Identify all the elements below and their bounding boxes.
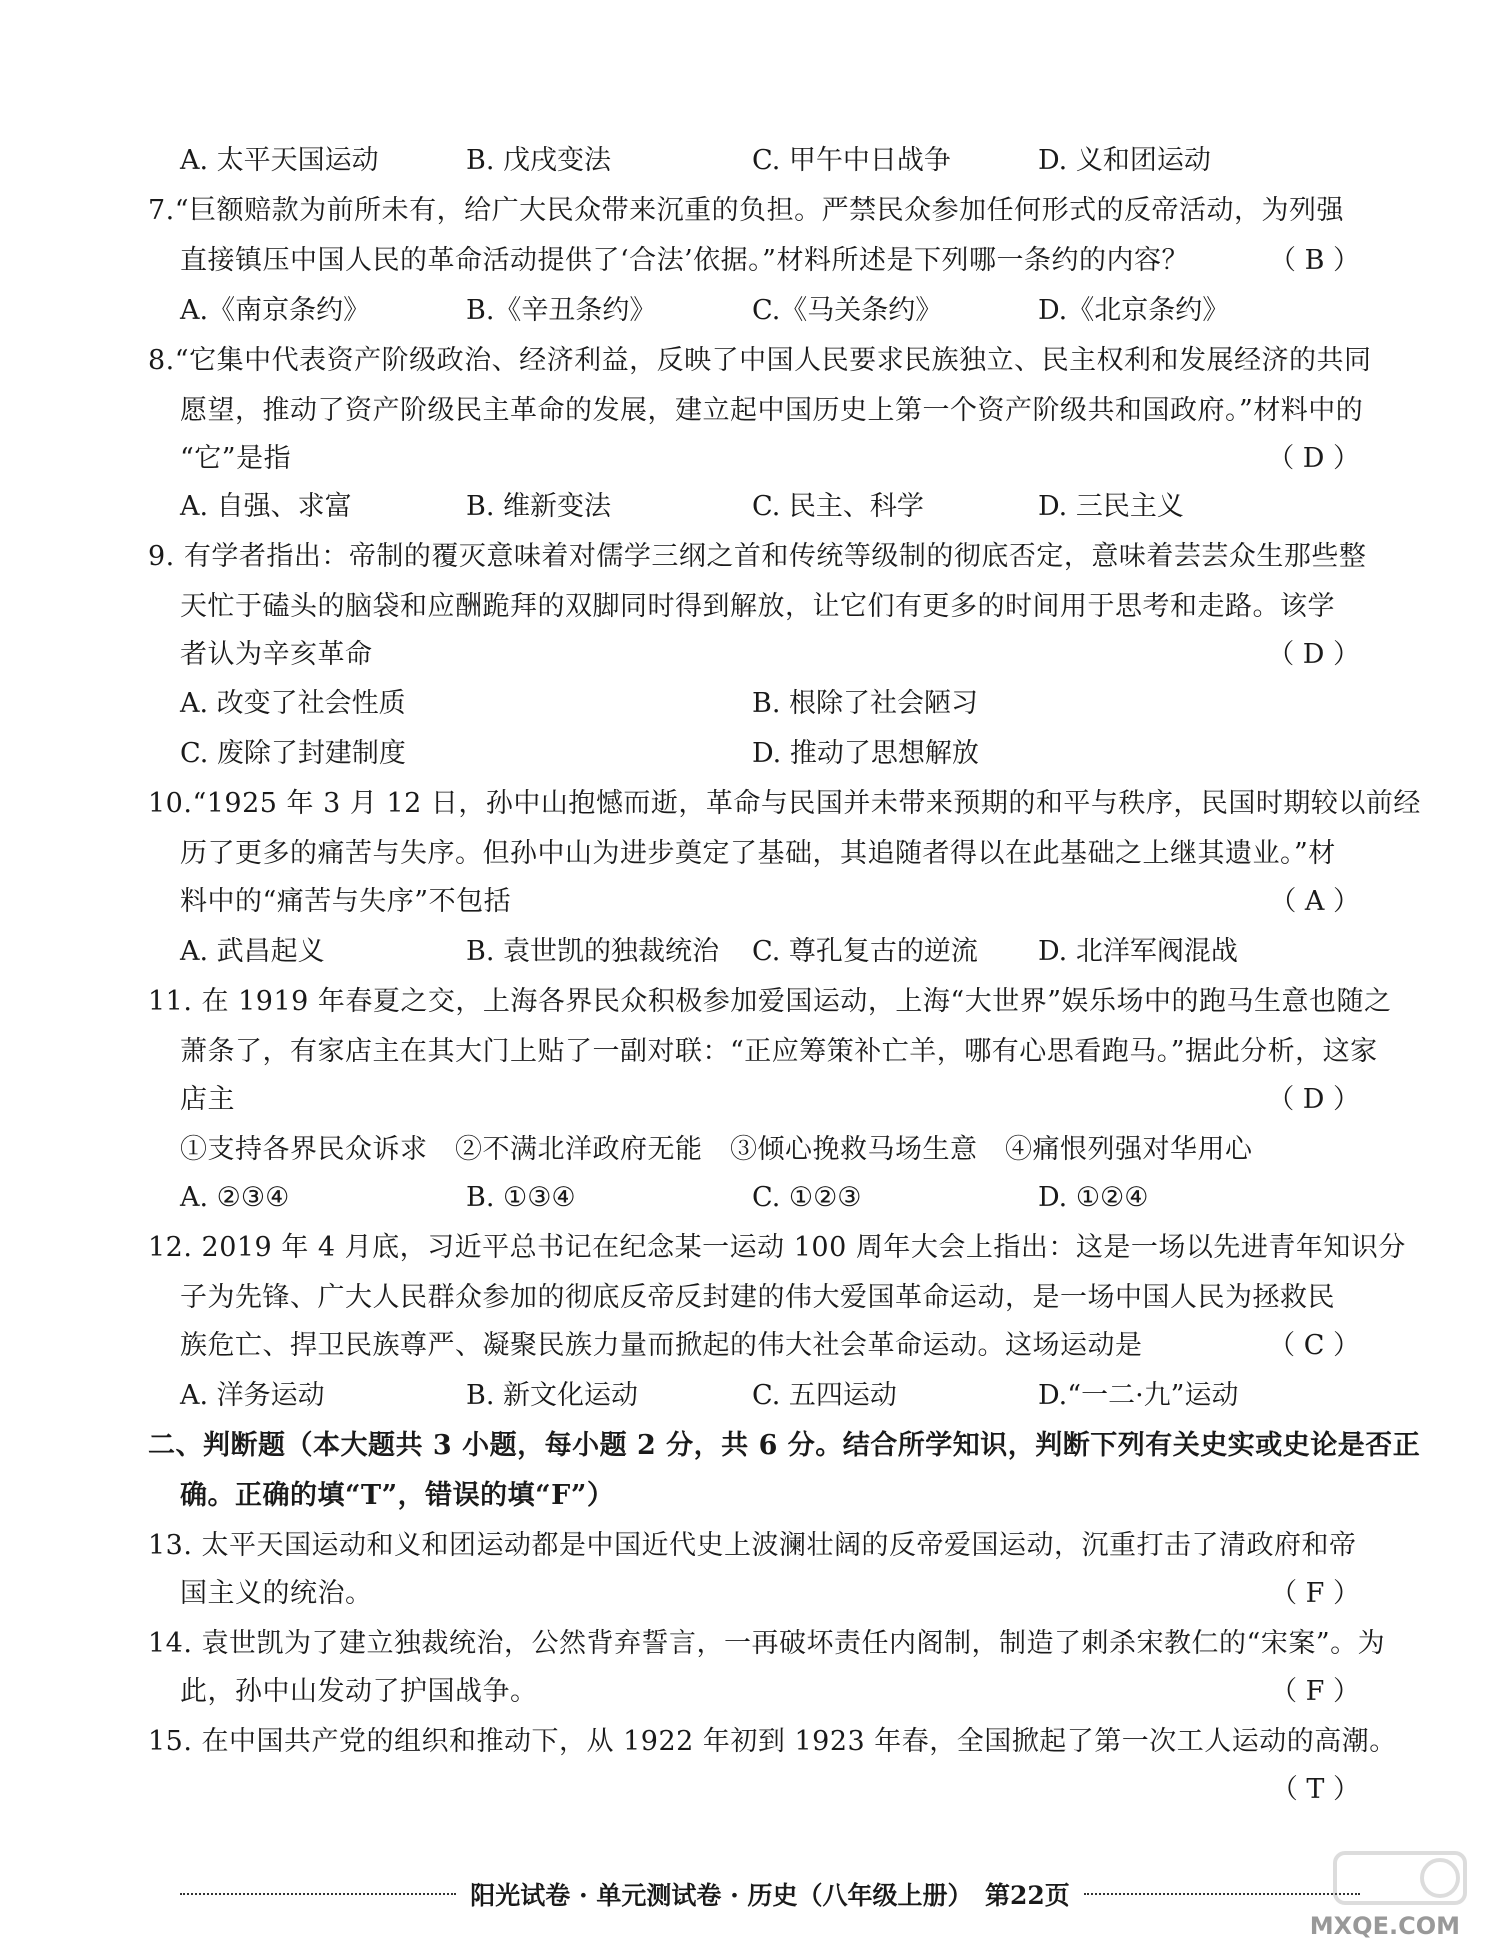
footer-dotted-rule-right (1084, 1893, 1360, 1895)
q8-option-c: C. 民主、科学 (752, 491, 924, 522)
q9-answer: （ D ） (1267, 639, 1360, 670)
q11-option-c: C. ①②③ (752, 1182, 862, 1213)
q13-line-1: 13. 太平天国运动和义和团运动都是中国近代史上波澜壮阔的反帝爱国运动，沉重打击了清政府和帝 (148, 1530, 1357, 1561)
q7-line-2: 直接镇压中国人民的革命活动提供了‘合法’依据。”材料所述是下列哪一条约的内容？ (180, 245, 1189, 276)
q8-option-a: A. 自强、求富 (180, 491, 352, 522)
q8-option-b: B. 维新变法 (466, 491, 612, 522)
q11-option-b: B. ①③④ (466, 1182, 576, 1213)
q13-answer: （ F ） (1270, 1578, 1360, 1609)
watermark-text: MXQE.COM (1309, 1912, 1460, 1940)
q9-option-c: C. 废除了封建制度 (180, 738, 406, 769)
q11-statements: ①支持各界民众诉求 ②不满北洋政府无能 ③倾心挽救马场生意 ④痛恨列强对华用心 (180, 1134, 1253, 1165)
q7-option-d: D.《北京条约》 (1038, 295, 1230, 326)
q12-line-1: 12. 2019 年 4 月底，习近平总书记在纪念某一运动 100 周年大会上指出：这是一场以先进青年知识分 (148, 1232, 1406, 1263)
q10-option-b: B. 袁世凯的独裁统治 (466, 936, 720, 967)
q6-option-c: C. 甲午中日战争 (752, 145, 951, 176)
q10-line-1: 10.“1925 年 3 月 12 日，孙中山抱憾而逝，革命与民国并未带来预期的和平与秩序，民国时期较以前经 (148, 788, 1421, 819)
footer-text: 阳光试卷 · 单元测试卷 · 历史（八年级上册） 第22页 (470, 1881, 1070, 1910)
q11-line-2: 萧条了，有家店主在其大门上贴了一副对联：“正应筹策补亡羊，哪有心思看跑马。”据此分析，这家 (180, 1036, 1378, 1067)
q14-line-1: 14. 袁世凯为了建立独裁统治，公然背弃誓言，一再破坏责任内阁制，制造了刺杀宋教仁的“宋案”。为 (148, 1628, 1386, 1659)
q8-line-2: 愿望，推动了资产阶级民主革命的发展，建立起中国历史上第一个资产阶级共和国政府。”材料中的 (180, 395, 1364, 426)
q11-answer: （ D ） (1267, 1084, 1360, 1115)
q6-option-a: A. 太平天国运动 (180, 145, 379, 176)
q8-answer: （ D ） (1267, 443, 1360, 474)
q11-line-3: 店主 (180, 1084, 235, 1115)
q13-line-2: 国主义的统治。 (180, 1578, 373, 1609)
section-2-heading-line-1: 二、判断题（本大题共 3 小题，每小题 2 分，共 6 分。结合所学知识，判断下列有关史实或史论是否正 (148, 1430, 1421, 1461)
q7-option-b: B.《辛丑条约》 (466, 295, 657, 326)
q7-option-c: C.《马关条约》 (752, 295, 943, 326)
footer-dotted-rule-left (180, 1893, 456, 1895)
q9-option-a: A. 改变了社会性质 (180, 688, 406, 719)
q12-line-3: 族危亡、捍卫民族尊严、凝聚民族力量而掀起的伟大社会革命运动。这场运动是 (180, 1330, 1143, 1361)
q14-answer: （ F ） (1270, 1676, 1360, 1707)
q6-option-b: B. 戊戌变法 (466, 145, 612, 176)
q10-option-c: C. 尊孔复古的逆流 (752, 936, 978, 967)
q15-line-1: 15. 在中国共产党的组织和推动下，从 1922 年初到 1923 年春，全国掀起了第一次工人运动的高潮。 (148, 1726, 1397, 1757)
q11-option-a: A. ②③④ (180, 1182, 290, 1213)
q7-answer: （ B ） (1268, 245, 1360, 276)
q11-line-1: 11. 在 1919 年春夏之交，上海各界民众积极参加爱国运动，上海“大世界”娱乐场中的跑马生意也随之 (148, 986, 1392, 1017)
q9-option-d: D. 推动了思想解放 (752, 738, 979, 769)
q12-answer: （ C ） (1268, 1330, 1360, 1361)
q12-option-b: B. 新文化运动 (466, 1380, 639, 1411)
q10-line-2: 历了更多的痛苦与失序。但孙中山为进步奠定了基础，其追随者得以在此基础之上继其遗业。”材 (180, 838, 1336, 869)
q6-option-d: D. 义和团运动 (1038, 145, 1211, 176)
q10-line-3: 料中的“痛苦与失序”不包括 (180, 886, 512, 917)
q8-line-1: 8.“它集中代表资产阶级政治、经济利益，反映了中国人民要求民族独立、民主权利和发展经济的共同 (148, 345, 1372, 376)
q9-line-3: 者认为辛亥革命 (180, 639, 373, 670)
q10-option-a: A. 武昌起义 (180, 936, 325, 967)
q12-option-c: C. 五四运动 (752, 1380, 897, 1411)
q9-line-2: 天忙于磕头的脑袋和应酬跪拜的双脚同时得到解放，让它们有更多的时间用于思考和走路。该学 (180, 591, 1335, 622)
q11-option-d: D. ①②④ (1038, 1182, 1149, 1213)
q12-line-2: 子为先锋、广大人民群众参加的彻底反帝反封建的伟大爱国革命运动，是一场中国人民为拯救民 (180, 1282, 1335, 1313)
q10-answer: （ A ） (1269, 886, 1360, 917)
q8-option-d: D. 三民主义 (1038, 491, 1184, 522)
q10-option-d: D. 北洋军阀混战 (1038, 936, 1238, 967)
q7-line-1: 7.“巨额赔款为前所未有，给广大民众带来沉重的负担。严禁民众参加任何形式的反帝活动，为列强 (148, 195, 1345, 226)
q7-option-a: A.《南京条约》 (180, 295, 371, 326)
q15-answer: （ T ） (1270, 1774, 1360, 1805)
q9-option-b: B. 根除了社会陋习 (752, 688, 979, 719)
q9-line-1: 9. 有学者指出：帝制的覆灭意味着对儒学三纲之首和传统等级制的彻底否定，意味着芸芸众生那些整 (148, 541, 1367, 572)
q14-line-2: 此，孙中山发动了护国战争。 (180, 1676, 538, 1707)
q12-option-d: D.“一二·九”运动 (1038, 1380, 1239, 1411)
page-footer (180, 1876, 1360, 1912)
q8-line-3: “它”是指 (180, 443, 292, 474)
q12-option-a: A. 洋务运动 (180, 1380, 325, 1411)
section-2-heading-line-2: 确。正确的填“T”，错误的填“F”） (180, 1480, 615, 1511)
